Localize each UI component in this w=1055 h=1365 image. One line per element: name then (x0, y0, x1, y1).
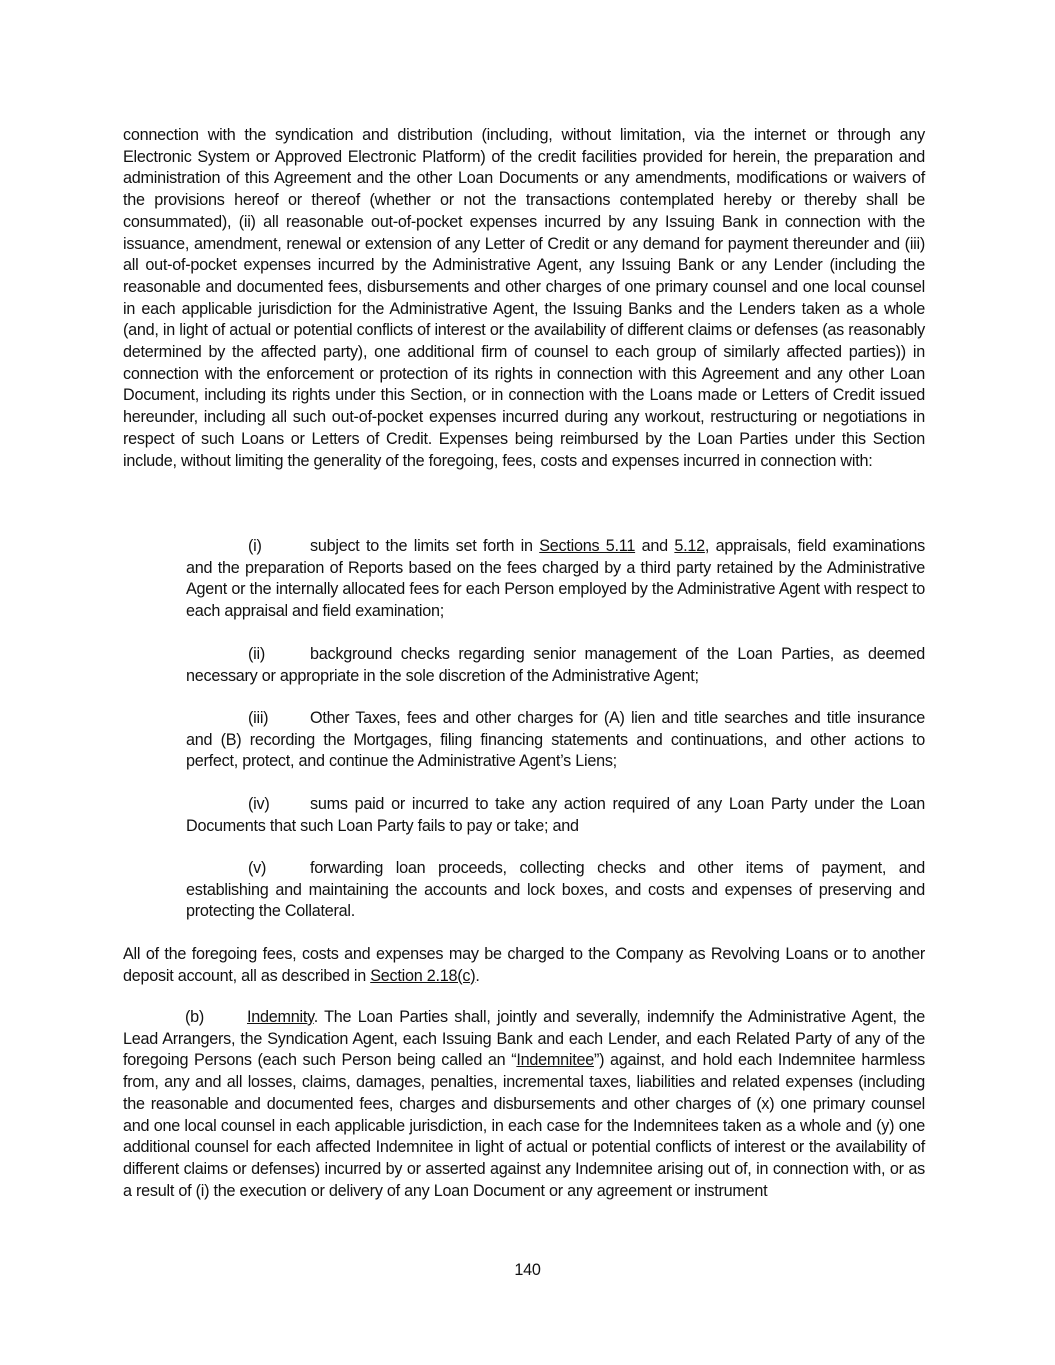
section-reference-link: 5.12 (674, 537, 705, 555)
all-fees-paragraph (123, 944, 925, 987)
paragraph-text-end: . (475, 966, 480, 985)
defined-term: Indemnitee (516, 1051, 594, 1070)
section-reference-link: Section 2.18(c) (370, 966, 476, 985)
indemnity-paragraph (123, 1007, 925, 1202)
item-text: background checks regarding senior management of the Loan Parties, as deemed necessary or appropriate in the sole discretion of the Administrative Agent; (186, 645, 925, 685)
page-number: 140 (514, 1261, 541, 1279)
section-reference-link: Sections 5.11 (539, 537, 636, 555)
paragraph-number: (b) (185, 1008, 205, 1026)
item-number: (i) (248, 537, 262, 555)
item-text: forwarding loan proceeds, collecting checks and other items of payment, and establishing and maintaining the accounts and lock boxes, and costs and expenses of preserving and protecting the Collateral. (186, 859, 925, 921)
section-heading: Indemnity (247, 1008, 314, 1026)
item-text: and (635, 537, 675, 555)
intro-paragraph: connection with the syndication and distribution (including, without limitation, via the internet or through any Electronic System or Approved Electronic Platform) of the credit facilities provided for herein, the preparation and administration of this Agreement and the other Loan Documents or any amendments, modifications or waivers of the provisions hereof or thereof (whether or not the transactions contemplated hereby or thereby shall be consummated), (ii) all reasonable out-of-pocket expenses incurred by any Issuing Bank in connection with the issuance, amendment, renewal or extension of any Letter of Credit or any demand for payment thereunder and (iii) all out-of-pocket expenses incurred by the Administrative Agent, any Issuing Bank or any Lender (including the reasonable and documented fees, disbursements and other charges of one primary counsel and one local counsel in each applicable jurisdiction for the Administrative Agent, the Issuing Banks and the Lenders taken as a whole (and, in light of actual or potential conflicts of interest or the availability of different claims or defenses (as reasonably determined by the affected party), one additional firm of counsel to each group of similarly affected parties)) in connection with the enforcement or protection of its rights in connection with this Agreement and any other Loan Document, including its rights under this Section, or in connection with the Loans made or Letters of Credit issued hereunder, including all such out-of-pocket expenses incurred during any workout, restructuring or negotiations in respect of such Loans or Letters of Credit. Expenses being reimbursed by the Loan Parties under this Section include, without limiting the generality of the foregoing, fees, costs and expenses incurred in connection with: (123, 126, 925, 470)
list-item-i (186, 536, 925, 623)
item-number: (iii) (248, 709, 269, 727)
item-number: (ii) (248, 645, 265, 663)
item-text: subject to the limits set forth in (310, 537, 540, 555)
list-item-iv (186, 794, 925, 837)
item-number: (iv) (248, 795, 270, 813)
paragraph-text: ”) against, and hold each Indemnitee harmless from, any and all losses, claims, damages, penalties, incremental taxes, liabilities and related expenses (including the reasonable and documented fees, charges and disbursements and other charges of (x) one primary counsel and one local counsel in each applicable jurisdiction, in each case for the Indemnitees taken as a whole and (y) one additional counsel for each affected Indemnitee in light of actual or potential conflicts of interest or the availability of different claims or defenses) incurred by or asserted against any Indemnitee arising out of, in connection with, or as a result of (i) the execution or delivery of any Loan Document or any agreement or instrument (123, 1051, 925, 1200)
item-text: , appraisals, field examinations and the preparation of Reports based on the fees charged by a third party retained by the Administrative Agent or the internally allocated fees for each Person employed by the Administrative Agent with respect to each appraisal and field examination; (186, 537, 925, 621)
paragraph-text: All of the foregoing fees, costs and expenses may be charged to the Company as Revolving Loans or to another deposit account, all as described in (123, 945, 925, 985)
list-item-v (186, 858, 925, 923)
list-item-ii (186, 644, 925, 687)
item-text: sums paid or incurred to take any action required of any Loan Party under the Loan Documents that such Loan Party fails to pay or take; and (186, 795, 925, 835)
paragraph-text: . The Loan Parties shall, jointly and severally, indemnify the Administrative Agent, the Lead Arrangers, the Syndication Agent, each Issuing Bank and each Lender, and each Related Party of any of the foregoing Persons (each such Person being called an “ (123, 1008, 925, 1070)
list-item-iii (186, 708, 925, 773)
item-text: Other Taxes, fees and other charges for (A) lien and title searches and title insurance and (B) recording the Mortgages, filing financing statements and continuations, and other actions to perfect, protect, and continue the Administrative Agent’s Liens; (186, 709, 925, 771)
item-number: (v) (248, 859, 267, 877)
